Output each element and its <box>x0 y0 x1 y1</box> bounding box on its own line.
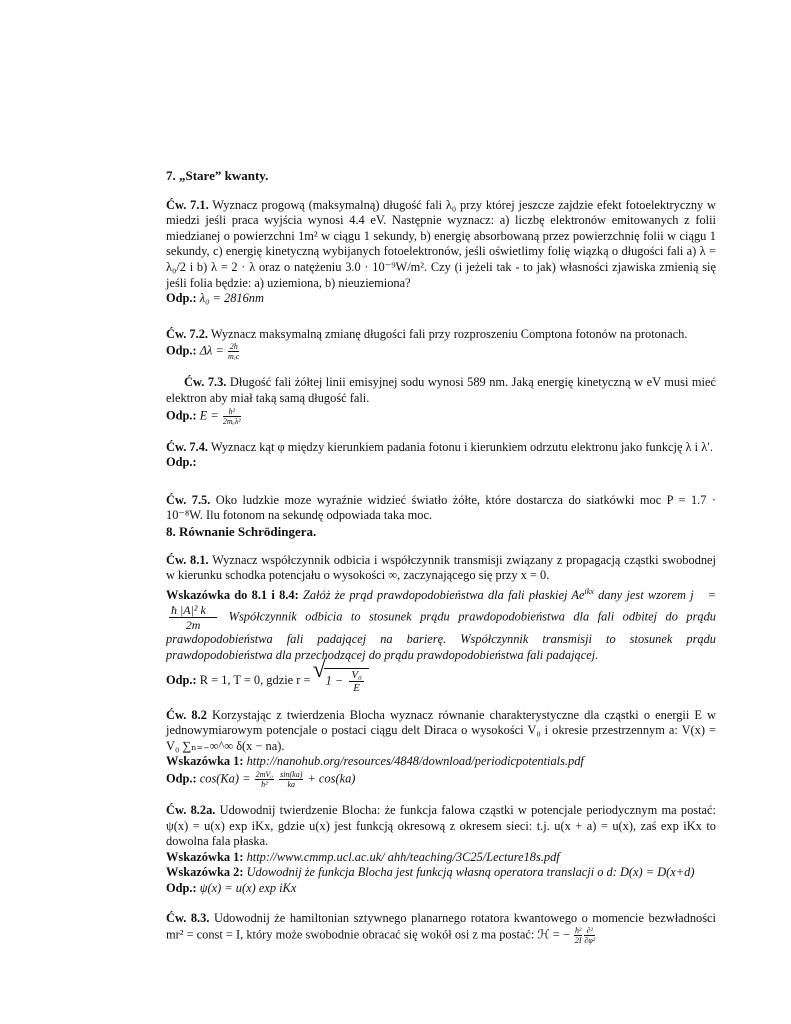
sqrt-fraction <box>349 669 364 694</box>
answer-lhs: E = <box>199 407 219 422</box>
exercise-7-4 <box>166 440 716 471</box>
exercise-text: Udowodnij że hamiltonian sztywnego planarnego rotatora kwantowego o momencie bezwładności mr² = const = I, który może swobodnie obracać się wokół osi z ma postać: ℋ = − <box>166 910 716 942</box>
fraction-numerator: sin(ka) <box>280 769 303 779</box>
exercise-7-3 <box>166 375 716 425</box>
answer-line <box>166 770 716 789</box>
hint-exponent: ikx <box>584 586 594 596</box>
fraction-denominator: 2mₑλ² <box>222 416 241 426</box>
answer-fraction <box>279 770 303 789</box>
exercise-text: Udowodnij twierdzenie Blocha: że funkcja falowa cząstki w potencjale periodycznym ma postać: ψ(x) = u(x) exp iKx, gdzie u(x) jest funkcją okresową z okresem sieci: t.j. u(x + a) = u(x), zaś exp iKx to dowolna fala płaska. <box>166 802 716 849</box>
exercise-label: Ćw. 8.1. <box>166 552 209 567</box>
exercise-label: Ćw. 7.4. <box>166 439 208 454</box>
exercise-8-3 <box>166 911 716 946</box>
exercise-7-5 <box>166 493 716 524</box>
answer-line <box>166 881 716 897</box>
exercise-label: Ćw. 7.2. <box>166 326 208 341</box>
current-formula-fraction <box>169 603 217 632</box>
section-7-title: 7. „Stare” kwanty. <box>166 168 269 183</box>
hint-text: Załóż że prąd prawdopodobieństwa dla fali płaskiej Ae <box>302 587 585 602</box>
answer-value: ψ(x) = u(x) exp iKx <box>199 880 297 895</box>
hint-link[interactable]: http://nanohub.org/resources/4848/download/periodicpotentials.pdf <box>246 754 584 769</box>
answer-line <box>166 668 716 694</box>
fraction-denominator: 2I <box>574 936 582 946</box>
section-8-title: 8. Równanie Schrödingera. <box>166 523 317 539</box>
answer-line <box>166 342 716 361</box>
fraction-numerator: 2mV₀ <box>255 769 274 779</box>
answer-fraction <box>255 770 274 789</box>
answer-label: Odp.: <box>166 291 197 306</box>
exercise-text: Wyznacz współczynnik odbicia i współczynnik transmisji związany z propagacją cząstki swobodnej w kierunku schodka potencjału o wysokości ∞, zaczynającego się przy x = 0. <box>166 552 716 583</box>
answer-lhs: Δλ = <box>199 343 224 358</box>
exercise-8-2 <box>166 708 716 789</box>
fraction-numerator: ħ² <box>574 926 582 936</box>
answer-rhs: + cos(ka) <box>307 771 356 786</box>
answer-line <box>166 407 716 426</box>
fraction-denominator: ka <box>287 779 296 789</box>
answer-label: Odp.: <box>166 455 197 470</box>
exercise-8-2a <box>166 803 716 897</box>
answer-label: Odp.: <box>166 880 197 895</box>
hint-label: Wskazówka 1: <box>166 849 244 864</box>
hint-link[interactable]: http://www.cmmp.ucl.ac.uk/ ahh/teaching/3C25/Lecture18s.pdf <box>246 849 560 864</box>
hamiltonian-fraction <box>574 926 582 945</box>
answer-fraction <box>228 342 239 361</box>
hint-line <box>166 865 716 881</box>
answer-label: Odp.: <box>166 672 197 687</box>
exercise-label: Ćw. 8.3. <box>166 910 210 925</box>
current-formula-lhs: j⃗ = <box>690 587 716 602</box>
exercise-7-1 <box>166 198 716 307</box>
hint-line <box>166 850 716 866</box>
hint-text: dany jest wzorem <box>598 587 686 602</box>
hint-label: Wskazówka do 8.1 i 8.4: <box>166 587 299 602</box>
exercise-label: Ćw. 8.2 <box>166 707 207 722</box>
fraction-denominator: 2m <box>185 618 201 633</box>
fraction-numerator: 2h <box>229 342 238 352</box>
hint-paragraph <box>166 584 716 664</box>
answer-value: λ₀ = 2816nm <box>199 291 264 306</box>
exercise-7-2 <box>166 327 716 362</box>
square-root <box>324 668 369 694</box>
hint-label: Wskazówka 2: <box>166 865 244 880</box>
hint-text: Udowodnij że funkcja Blocha jest funkcją własną operatora translacji o d: D(x) = D(x+d) <box>246 865 695 880</box>
hint-label: Wskazówka 1: <box>166 754 244 769</box>
fraction-numerator: ∂² <box>584 926 595 936</box>
answer-label: Odp.: <box>166 771 197 786</box>
fraction-denominator: ħ² <box>261 779 268 789</box>
exercise-label: Ćw. 7.5. <box>166 492 211 507</box>
hint-line <box>166 754 716 770</box>
answer-lhs: cos(Ka) = <box>199 771 251 786</box>
derivative-fraction <box>584 926 595 945</box>
fraction-denominator: mₑc <box>227 352 240 362</box>
fraction-numerator: V₀ <box>351 668 362 681</box>
fraction-denominator: E <box>353 681 360 694</box>
hint-text: Współczynnik odbicia to stosunek prądu prawdopodobieństwa dla fali odbitej do prądu prawdopodobieństwa fali padającej na barierę. Współczynnik transmisji to stosunek prądu prawdopodobieństwa dla przechodzącej do prądu prawdopodobieństwa fali padającej. <box>166 609 716 662</box>
answer-fraction <box>223 407 241 426</box>
exercise-text: Wyznacz maksymalną zmianę długości fali przy rozproszeniu Comptona fotonów na protonach. <box>210 326 688 341</box>
document-page <box>166 168 716 959</box>
fraction-numerator: h² <box>223 407 241 417</box>
answer-label: Odp.: <box>166 407 197 422</box>
exercise-label: Ćw. 7.1. <box>166 197 209 212</box>
exercise-text: Wyznacz progową (maksymalną) długość fali λ₀ przy której jeszcze zajdzie efekt fotoelektryczny w miedzi jeśli praca wyjścia wynosi 4.4 eV. Następnie wyznacz: a) liczbę elektronów emitowanych z folii miedzianej o powierzchni 1m² w ciągu 1 sekundy, b) energię absorbowaną przez powierzchnię folii w ciągu 1 sekundy, c) energię kinetyczną wybijanych fotoelektronów, jeśli oświetlimy folię wiązką o długości fali a) λ = λ₀/2 i b) λ = 2 · λ oraz o natężeniu 3.0 · 10⁻⁹W/m². Czy (i jeżeli tak - to jak) własności zjawiska zmienią się jeśli folia będzie: a) uziemiona, b) nieuziemiona? <box>166 197 716 290</box>
answer-line <box>166 291 716 307</box>
fraction-numerator: ħ |A|² k⃗ <box>171 603 216 618</box>
exercise-label: Ćw. 8.2a. <box>166 802 216 817</box>
exercise-text: Oko ludzkie moze wyraźnie widzieć światło żółte, które dostarcza do siatkówki moc P = 1.7 · 10⁻⁸W. Ilu fotonom na sekundę odpowiada taka moc. <box>166 492 717 523</box>
exercise-text: Długość fali żółtej linii emisyjnej sodu wynosi 589 nm. Jaką energię kinetyczną w eV musi mieć elektron aby miał taką samą długość fali. <box>166 375 716 405</box>
exercise-text: Wyznacz kąt φ między kierunkiem padania fotonu i kierunkiem odrzutu elektronu jako funkcję λ i λ′. <box>210 439 714 454</box>
exercise-text: Korzystając z twierdzenia Blocha wyznacz równanie charakterystyczne dla cząstki o energii E w jednowymiarowym potencjale o postaci ciągu delt Diraca o wysokości V₀ i okresie przestrzennym a: V(x) = V₀ ∑ₙ₌₋∞^∞ δ(x − na). <box>166 707 717 753</box>
answer-label: Odp.: <box>166 343 197 358</box>
fraction-denominator: ∂φ² <box>584 936 596 946</box>
sqrt-lead: 1 − <box>325 672 344 687</box>
exercise-label: Ćw. 7.3. <box>184 375 227 390</box>
exercise-8-1 <box>166 553 716 694</box>
answer-text: R = 1, T = 0, gdzie r = <box>199 672 311 687</box>
